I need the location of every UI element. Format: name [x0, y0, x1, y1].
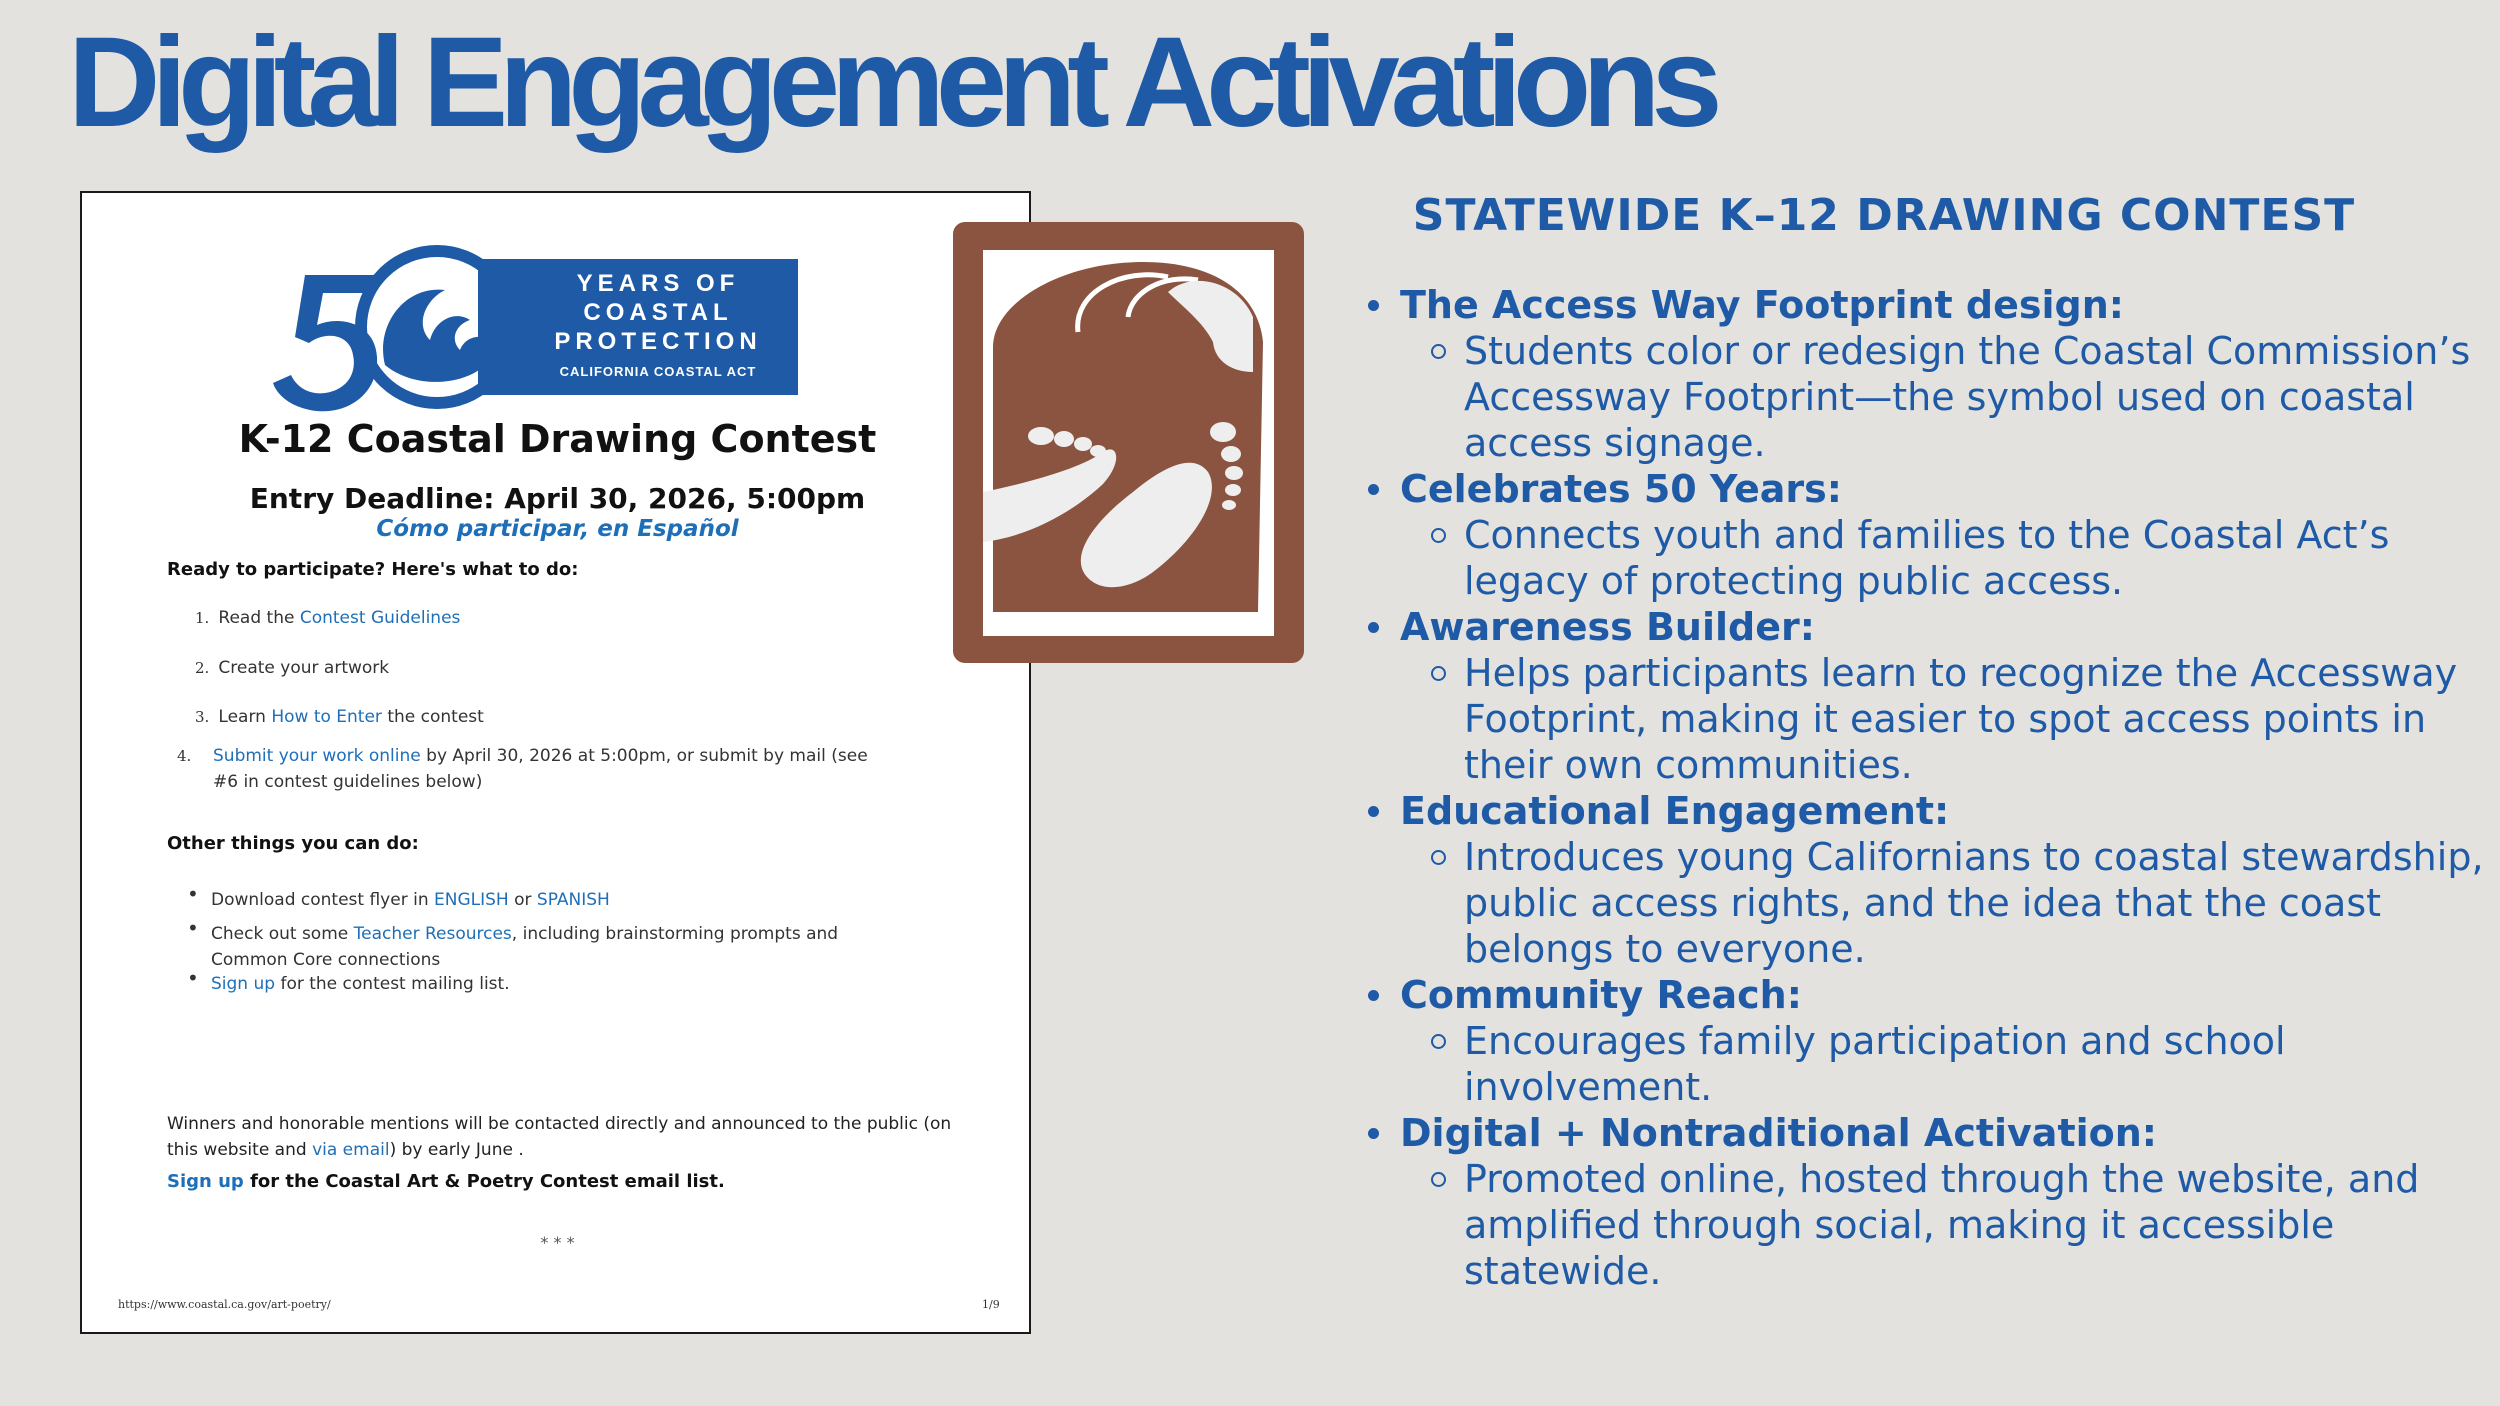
other-item-1: • Download contest flyer in ENGLISH or SPANISH — [187, 882, 610, 910]
other-item-2: • Check out some Teacher Resources, including brainstorming prompts and Common Core connections — [187, 916, 839, 970]
highlight-detail: Connects youth and families to the Coastal Act’s legacy of protecting public access. — [1360, 512, 2490, 604]
highlight-heading: Educational Engagement: — [1360, 788, 2490, 834]
logo-line-3: PROTECTION — [554, 328, 762, 355]
highlight-detail: Promoted online, hosted through the website, and amplified through social, making it accessible statewide. — [1360, 1156, 2490, 1294]
entry-deadline: Entry Deadline: April 30, 2026, 5:00pm — [249, 482, 866, 515]
contest-title: STATEWIDE K–12 DRAWING CONTEST — [1412, 190, 2356, 241]
mailing-signup-link[interactable]: Sign up — [211, 974, 276, 994]
highlight-detail: Students color or redesign the Coastal Commission’s Accessway Footprint—the symbol used on coastal access signage. — [1360, 328, 2490, 466]
step-2: 2. Create your artwork — [195, 658, 390, 678]
highlight-detail: Helps participants learn to recognize the Accessway Footprint, making it easier to spot access points in their own communities. — [1360, 650, 2490, 788]
highlight-item — [1360, 282, 2490, 466]
email-list-signup: Sign up for the Coastal Art & Poetry Contest email list. — [167, 1171, 725, 1192]
page-number: 1/9 — [982, 1298, 1000, 1311]
logo-line-2: COASTAL — [583, 299, 733, 326]
highlight-heading: Awareness Builder: — [1360, 604, 2490, 650]
other-things-label: Other things you can do: — [167, 833, 419, 854]
highlight-item — [1360, 972, 2490, 1110]
highlight-heading: Celebrates 50 Years: — [1360, 466, 2490, 512]
highlight-item — [1360, 788, 2490, 972]
slide-title: Digital Engagement Activations — [68, 11, 1714, 154]
how-to-enter-link[interactable]: How to Enter — [271, 707, 382, 727]
highlight-detail: Introduces young Californians to coastal stewardship, public access rights, and the idea that the coast belongs to everyone. — [1360, 834, 2490, 972]
contest-guidelines-link[interactable]: Contest Guidelines — [299, 608, 461, 628]
logo-banner — [478, 259, 798, 395]
fifty-years-logo — [265, 245, 885, 420]
highlight-heading: The Access Way Footprint design: — [1360, 282, 2490, 328]
highlight-detail: Encourages family participation and school involvement. — [1360, 1018, 2490, 1110]
spanish-link[interactable]: Cómo participar, en Español — [376, 516, 739, 542]
highlight-item — [1360, 604, 2490, 788]
step-3: 3. Learn How to Enter the contest — [195, 707, 484, 727]
page-url: https://www.coastal.ca.gov/art-poetry/ — [118, 1298, 331, 1311]
contest-highlights — [1360, 282, 2490, 1294]
highlight-heading: Digital + Nontraditional Activation: — [1360, 1110, 2490, 1156]
contest-webpage-screenshot — [80, 191, 1031, 1334]
step-1: 1. Read the Contest Guidelines — [195, 608, 461, 628]
submit-online-link[interactable]: Submit your work online — [213, 746, 421, 766]
teacher-resources-link[interactable]: Teacher Resources — [353, 924, 512, 944]
other-item-3: • Sign up for the contest mailing list. — [187, 966, 510, 994]
flyer-english-link[interactable]: ENGLISH — [434, 890, 509, 910]
section-divider: * * * — [540, 1233, 575, 1252]
via-email-link[interactable]: via email — [312, 1140, 390, 1160]
highlight-item — [1360, 466, 2490, 604]
email-signup-link[interactable]: Sign up — [167, 1171, 244, 1192]
accessway-footprint-icon — [953, 222, 1304, 663]
highlight-item — [1360, 1110, 2490, 1294]
winners-text: Winners and honorable mentions will be contacted directly and announced to the public (on this website and via email) by early June . — [167, 1114, 952, 1160]
flyer-spanish-link[interactable]: SPANISH — [536, 890, 610, 910]
step-4: 4. Submit your work online by April 30, 2026 at 5:00pm, or submit by mail (see #6 in contest guidelines below) — [177, 746, 868, 792]
ready-label: Ready to participate? Here's what to do: — [167, 559, 579, 580]
logo-subtitle: CALIFORNIA COASTAL ACT — [559, 364, 757, 379]
logo-line-1: YEARS OF — [576, 270, 740, 297]
doc-heading: K-12 Coastal Drawing Contest — [238, 417, 877, 461]
highlight-heading: Community Reach: — [1360, 972, 2490, 1018]
